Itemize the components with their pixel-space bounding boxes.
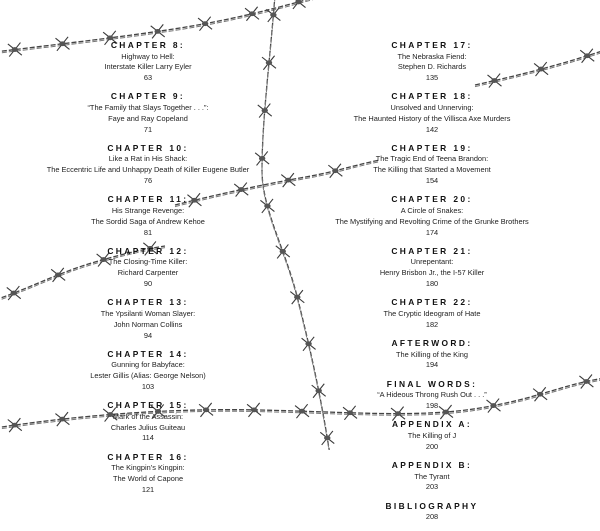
chapter-title-line: The World of Capone — [112, 474, 184, 484]
page-number: 203 — [425, 482, 439, 492]
page-number: 142 — [425, 124, 439, 134]
chapter-title-line: A Circle of Snakes: — [400, 205, 464, 215]
toc-entry — [18, 143, 278, 187]
chapter-title-line: His Strange Revenge: — [111, 205, 185, 215]
page-number: 182 — [425, 319, 439, 329]
toc-entry — [18, 349, 278, 393]
page-number: 135 — [425, 73, 439, 83]
chapter-heading: CHAPTER 15: — [107, 400, 189, 411]
page-number: 103 — [141, 382, 155, 391]
page-number: 71 — [143, 124, 153, 134]
chapter-heading: APPENDIX A: — [391, 419, 473, 430]
chapter-title-line: The Tyrant — [414, 471, 450, 481]
chapter-title-line: The Sordid Saga of Andrew Kehoe — [91, 216, 205, 226]
chapter-heading: CHAPTER 14: — [107, 348, 189, 359]
toc-entry — [302, 40, 562, 84]
page-number: 114 — [142, 433, 154, 443]
page-number: 174 — [425, 227, 439, 237]
toc-entry — [302, 143, 562, 187]
wire-barb — [281, 173, 295, 187]
chapter-heading: BIBLIOGRAPHY — [385, 500, 479, 511]
chapter-title-line: The Killing that Started a Movement — [373, 165, 491, 175]
chapter-title-line: Unrepentant: — [410, 257, 454, 267]
chapter-heading: APPENDIX B: — [391, 460, 473, 471]
chapter-title-line: The Tragic End of Teena Brandon: — [375, 154, 489, 164]
chapter-heading: CHAPTER 20: — [391, 194, 473, 205]
toc-entry — [18, 246, 278, 290]
chapter-title-line: The Eccentric Life and Unhappy Death of Killer Eugene Butler — [46, 165, 250, 175]
wire-barb — [579, 374, 593, 388]
chapter-title-line: The Nebraska Fiend: — [397, 51, 467, 61]
wire-barb — [245, 7, 259, 21]
chapter-title-line: Charles Julius Guiteau — [110, 422, 186, 432]
chapter-title-line: The Haunted History of the Villisca Axe Murders — [353, 113, 511, 123]
chapter-title-line: “A Hideous Throng Rush Out . . .” — [377, 390, 487, 400]
chapter-heading: FINAL WORDS: — [386, 378, 478, 389]
toc-entry — [302, 194, 562, 238]
chapter-title-line: The Killing of the King — [396, 349, 468, 359]
toc-entry — [18, 40, 278, 84]
chapter-title-line: Like a Rat in His Shack: — [108, 154, 188, 164]
toc-right-column — [302, 40, 562, 531]
chapter-title-line: Highway to Hell: — [121, 51, 175, 61]
wire-barb — [198, 17, 212, 31]
chapter-title-line: The Kingpin’s Kingpin: — [111, 463, 185, 473]
chapter-title-line: Mark of the Assassin: — [112, 411, 184, 421]
chapter-heading: CHAPTER 10: — [107, 142, 189, 153]
chapter-title-line: Gunning for Babyface: — [111, 360, 185, 370]
chapter-title-line: The Closing-Time Killer: — [108, 257, 188, 267]
toc-entry — [302, 460, 562, 493]
chapter-heading: CHAPTER 16: — [107, 451, 189, 462]
chapter-title-line: The Cryptic Ideogram of Hate — [383, 308, 481, 318]
wire-barb — [151, 24, 165, 38]
page-number: 81 — [143, 227, 153, 237]
chapter-heading: CHAPTER 18: — [391, 91, 473, 102]
page-number: 121 — [141, 484, 155, 494]
chapter-heading: CHAPTER 12: — [107, 245, 189, 256]
page-number: 198 — [425, 401, 439, 411]
chapter-title-line: Faye and Ray Copeland — [108, 113, 188, 123]
page-number: 200 — [425, 441, 439, 451]
chapter-title-line: The Mystifying and Revolting Crime of the Grunke Brothers — [335, 216, 529, 226]
toc-entry — [18, 400, 278, 444]
page-number: 63 — [143, 73, 153, 83]
chapter-title-line: Richard Carpenter — [117, 268, 179, 278]
chapter-heading: CHAPTER 13: — [107, 297, 189, 308]
page-number: 194 — [425, 360, 439, 370]
chapter-heading: AFTERWORD: — [391, 338, 473, 349]
chapter-title-line: Stephen D. Richards — [397, 62, 467, 72]
chapter-title-line: Interstate Killer Larry Eyler — [104, 62, 192, 72]
toc-entry — [18, 452, 278, 496]
chapter-title-line: Unsolved and Unnerving: — [390, 102, 474, 112]
page-number: 94 — [143, 330, 153, 340]
chapter-heading: CHAPTER 22: — [391, 297, 473, 308]
chapter-heading: CHAPTER 8: — [110, 40, 186, 50]
page-number: 90 — [143, 279, 153, 289]
chapter-heading: CHAPTER 19: — [391, 142, 473, 153]
chapter-title-line: The Killing of J — [407, 430, 457, 440]
chapter-title-line: Lester Gillis (Alias: George Nelson) — [90, 371, 206, 381]
page-number: 180 — [425, 279, 439, 289]
chapter-heading: CHAPTER 17: — [391, 40, 473, 50]
chapter-title-line: “The Family that Slays Together . . .”: — [87, 102, 209, 112]
toc-entry — [18, 297, 278, 341]
toc-entry — [302, 91, 562, 135]
toc-entry — [18, 91, 278, 135]
toc-entry — [18, 194, 278, 238]
toc-entry — [302, 379, 562, 412]
page-number: 76 — [143, 176, 153, 186]
chapter-title-line: John Norman Collins — [113, 319, 183, 329]
toc-entry — [302, 338, 562, 371]
toc-entry — [302, 297, 562, 330]
toc-entry — [302, 501, 562, 523]
chapter-title-line: Henry Brisbon Jr., the I-57 Killer — [379, 268, 485, 278]
chapter-title-line: The Ypsilanti Woman Slayer: — [100, 308, 196, 318]
chapter-heading: CHAPTER 11: — [107, 194, 189, 205]
toc-entry — [302, 246, 562, 290]
toc-entry — [302, 419, 562, 452]
toc-left-column — [18, 40, 278, 503]
page-number: 208 — [425, 512, 439, 522]
page-number: 154 — [425, 176, 439, 186]
chapter-heading: CHAPTER 9: — [110, 91, 186, 102]
chapter-heading: CHAPTER 21: — [391, 245, 473, 256]
